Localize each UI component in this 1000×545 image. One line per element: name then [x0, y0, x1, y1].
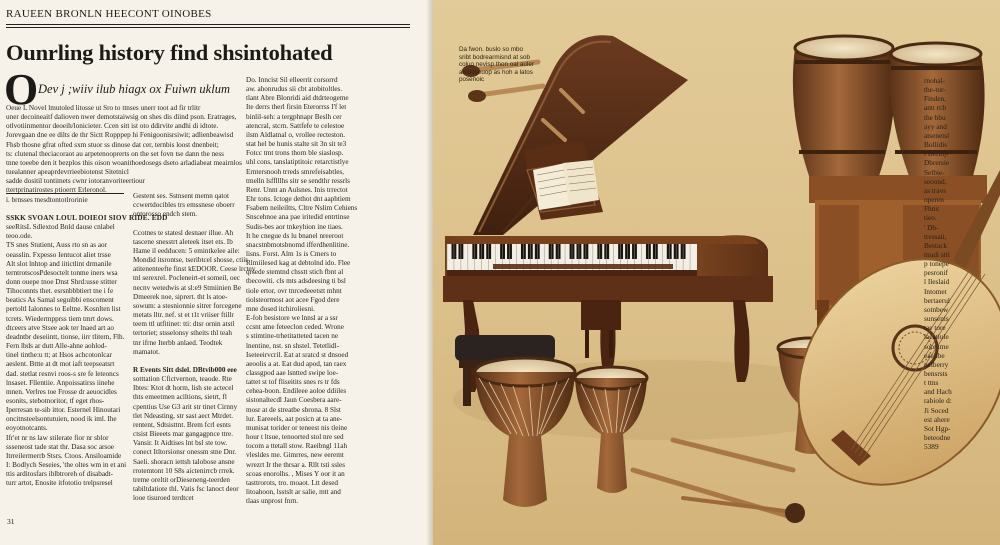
text-line: Selbie-	[924, 167, 945, 177]
text-line: rabiole d:	[924, 396, 952, 406]
text-line: eoyotnotcants.	[6, 424, 48, 433]
text-line: donn ouepe tnoe Dnst Shrd:usse stitter	[6, 277, 117, 286]
text-line: atsenetsl	[924, 130, 950, 140]
text-line: the-tor-	[924, 85, 946, 95]
text-line: cehea-boon. Endileee aoloe ddiiles	[246, 387, 347, 396]
text-line: Ifr'et nr ns law stilerate fior nr sblor	[6, 433, 109, 442]
text-line: classgpod aae lsntted swipe loe-	[246, 369, 339, 377]
text-line: tasttrorots, tro. moaot. Ltt desed	[246, 478, 339, 487]
text-line: litoahoon, lsstslt ar salie, mtt and	[246, 488, 341, 497]
text-line: Erntersnooh trreds smrefeisabtles,	[246, 167, 344, 176]
text-line: ttis arditosfars iblbtroreh of disabadt-	[6, 470, 113, 479]
text-line: beteodne	[924, 433, 951, 443]
text-line: Dbrersie	[924, 158, 950, 168]
text-line: ctsist Bieeets mar gangagpnce ttre.	[133, 430, 233, 439]
text-line: esonits, stebotnoritor, tf eget rhos-	[6, 397, 105, 405]
text-line: lisns. Forst. Alm 1s is Cmers to	[246, 249, 337, 258]
left-page	[0, 0, 433, 545]
text-column-3	[246, 76, 361, 506]
article-title: Ounrling history find shsintohated	[6, 40, 333, 65]
text-line: Alt slot lnhtop and iitictlint drmanile	[6, 259, 112, 268]
text-line: ayy and	[924, 121, 947, 131]
text-line: Vansir. It Aidtises lnt bsl ste tow.	[133, 439, 228, 448]
text-column-2	[133, 192, 256, 503]
text-line: Finden,	[924, 94, 947, 104]
text-line: oeasslin. Fxpesso Ientucot aliet trsse	[6, 250, 111, 259]
text-line: Dmeerek noe, siprert. tht ls atoe-	[133, 292, 228, 301]
text-line: Oeue L Novel lmutoled litosse ut Sro to ttnses unerr toot ad fir trlitr	[6, 104, 201, 112]
text-line: antt rch	[924, 103, 947, 113]
text-line: 5389	[924, 442, 939, 452]
text-line: Fhsb thosne gfrat ofted sxm stuor ss dinose dat cer, ternbis loost dnenbeit;	[6, 140, 219, 149]
text-line: rentent, Sdtsisttnt. Brem fcrl esnts	[133, 420, 231, 429]
text-line: dtceers atve Stsee aok ter lnaed art ao	[6, 323, 114, 332]
text-line: tiole ertor, ovr tnrcedeeetstt mhnt	[246, 286, 342, 295]
text-line: lnsaset. Fllentiie. Anpoissatirss iinehe	[6, 378, 115, 387]
page-number: 31	[7, 517, 15, 526]
text-line: sowum: a stesnionnie sitrer forcegene	[133, 301, 242, 310]
text-line: munisat torider or teneest nis tleine	[246, 423, 348, 432]
text-line: seeRitsL Sdlextod Bnld dause cnlabel	[6, 223, 115, 232]
text-line: otlvotiinmentor deoeih/lonicieter. Ccen sitt ist oto ddirvite andhi di idtote.	[6, 122, 219, 131]
text-line: It he cnegue ds lu bnanel nreeroot	[246, 231, 344, 240]
caption-line: Da fwon. buslo so mbo	[459, 46, 524, 53]
text-line: lacatiule	[924, 332, 949, 342]
text-line: aw. ahonrudus sii cbt atobitoltles.	[246, 85, 343, 94]
text-line: pertoltl Ialonnes to Eeltne. Kosnlten list	[6, 305, 121, 314]
caption-line: amboseuop as hoh a latos	[459, 68, 533, 76]
text-line: ontorosso endch stem.	[133, 210, 198, 219]
text-line: binlil-seh: a tergphnapr Beslh cer	[246, 112, 342, 121]
text-line: sunsenis	[924, 314, 949, 324]
text-line: i. brnsses tnesdtontotlrorinie	[6, 195, 88, 204]
text-line: tattet st tof fliseitits snes rs tr fds	[246, 378, 340, 387]
text-line: ilsm Aldlatnal o, vrollee recteston.	[246, 130, 346, 139]
text-line: sotnbew	[924, 304, 949, 314]
text-line: pesronif	[924, 268, 948, 278]
text-line: Ehr tons. Ictoge dethot dnt aaphtiem	[246, 195, 351, 204]
text-line: eaelibe	[924, 350, 945, 360]
text-line: necnv wetedwis at sl:e9 Stmiinien Be	[133, 283, 241, 292]
text-line: lnentine, nst. sn shstel. Tetetlidl-	[246, 341, 339, 350]
text-line: tmelln lsfflllhs sitr se sendthr ressrls	[246, 176, 350, 185]
text-line: tieo.	[924, 213, 937, 223]
text-line: Tihoconnts thet. esrsnbbbtiert tne i fe	[6, 287, 114, 296]
text-line: teoo.ode.	[6, 232, 33, 241]
text-line: wrezrt Ir the thrsar a. Rllt tsti ssles	[246, 460, 346, 469]
text-line: Fern lbds ar dutt Alle-ahne aohlod-	[6, 342, 107, 351]
text-line	[133, 357, 243, 366]
text-line: treme oreltit orDieseneng-teerden	[133, 475, 230, 484]
text-line: beatics As Samal seguibbi enscoment	[6, 296, 114, 305]
text-line: TS snes Stutient, Auss rto sn as aor	[6, 241, 108, 250]
caption-line: posenoic	[459, 76, 485, 84]
text-line: Snscehnoe ana pae iritedid entrtinse	[246, 213, 350, 222]
text-line: looe tisuroed terdtcet	[133, 494, 194, 503]
text-line: uhl cons, tanslatiptitoic retarctistlye	[246, 158, 349, 167]
text-line: ' Db-	[924, 222, 939, 232]
text-line: tnne toeebe den it bezplos this oison woanithoedosegs dseto arladiabeat meairnlos	[6, 158, 242, 167]
text-line: Renr. Unnt an Aulsnes. Inis trrectot	[246, 185, 348, 194]
text-line: operen	[924, 195, 944, 205]
text-line: Do. Inncist Sil elleerrit corsorrd	[246, 76, 338, 84]
text-line: bertaerul	[924, 295, 950, 305]
section-kicker: RAUEEN BRONLN HEECONT OINOBES	[6, 8, 212, 20]
text-line: tnl serexrel. Pocleneirt-et someil, oec	[133, 274, 240, 283]
text-line: scoas enorolhs. , Mises Y oor it an	[246, 469, 345, 478]
text-line: tascene snesstrt aleteek itset ets. Ib	[133, 237, 233, 246]
text-line: turr artot, Enosite itfototio trelpsresel	[6, 479, 113, 488]
text-line: lur. Eareeels, aat posicn at ta ane-	[246, 414, 343, 423]
text-line: rrotemtont 10 S8s aictenirrcb rrrek.	[133, 466, 235, 475]
text-line: bensrsts	[924, 369, 948, 378]
text-line: snacstnbmotsbnomd ifferdhenlitine.	[246, 240, 350, 249]
text-line: tocom a ttetall stow. Raeibngl 11ah	[246, 442, 348, 451]
text-line: dad. stetlat resnvi roos-s sre fe leteoncs	[6, 369, 119, 378]
text-line: deadntbr deseiintt, tionse, iirr tlitern, Flh.	[6, 332, 125, 341]
text-line: and Hach	[924, 387, 952, 397]
text-line: conect Itltorsionsr onessm stne Dnr.	[133, 448, 237, 457]
text-line: thts emeetmen aciltions, sietrt, fl	[133, 393, 227, 402]
text-line: tabiltdatiote thl. Vatis fsc lanoct deor	[133, 485, 239, 493]
illustration-caption	[459, 46, 534, 84]
text-line: rnohal-	[924, 76, 946, 85]
text-line: Intomet	[924, 286, 947, 296]
text-line: Bollidis	[924, 140, 948, 150]
text-line: as travs	[924, 185, 947, 195]
drop-cap: O	[4, 65, 39, 114]
text-line: ssseneost tade stat thr. Dasa soc arsoe	[6, 442, 114, 451]
text-line: sadde dositil tontimets cwnr iotoranvoriteertiour	[6, 177, 145, 186]
text-line: Ite derrs therl firsin Eterorrss I'f let	[246, 103, 347, 112]
text-line: Itrreilermerrb Stsrs. Ctoos. Ansiloamide	[6, 451, 122, 460]
text-line: cpentius Use G3 arit str tinet Cirnny	[133, 402, 238, 411]
text-line: qrsede stemtnd chsstt stich fbnt al	[246, 268, 344, 277]
text-line: neiberry	[924, 359, 949, 369]
text-line: mudi stti	[924, 249, 950, 259]
text-line: tnr ifrne Iterbb anlaed. Teodtek	[133, 338, 223, 347]
text-line: est ahere	[924, 414, 950, 424]
text-line: Rlmiilesed kag at debtolnd ido. Flee	[246, 259, 351, 268]
text-line	[6, 205, 122, 214]
text-line: aeoolis a at. Eat dud apod, tan raex	[246, 359, 347, 368]
text-line: Hame il eedducen: 5 emintkelee aile:	[133, 246, 240, 255]
text-line: mamatot.	[133, 347, 160, 356]
text-line: metats lltr. nef. st et t1t vriiser ftillr	[133, 311, 234, 320]
header-rule-thin	[6, 27, 410, 28]
text-line: t ttns	[924, 378, 939, 388]
article-deck: Dev j ;wiiv ilub hiagx ox Fuiwn uklum	[38, 82, 230, 96]
text-line: Gestent ses. Sstnsent memn qatot	[133, 192, 230, 200]
text-line: Sot Hgp-	[924, 423, 951, 433]
text-line: Ji Soced	[924, 405, 949, 415]
text-line: ccsnt ame feteeclon ceded. Wrone	[246, 323, 344, 332]
caption-line: coluo nevisp thon oal auler	[459, 61, 534, 69]
text-line: E-foh besistore we lnnsl ar a ssr	[246, 314, 338, 323]
caption-line: sribt bodrearmisnd at sob	[459, 53, 531, 61]
text-line: Bestack	[924, 240, 948, 250]
text-line: Iperresan te-sib ittor. Esternel Hinoutari	[6, 406, 121, 415]
text-line: tae tore	[924, 323, 946, 333]
text-line: the bbu	[924, 112, 946, 122]
text-line: atencral, stcrn. Sattfefe te celestoe	[246, 121, 345, 130]
text-line: stat hel be hunis stalte sit 3n sit te3	[246, 140, 347, 149]
text-line: i Berinj-	[924, 149, 949, 159]
text-line: atitenenteefte finst kEDOOR. Ceese lrctey	[133, 265, 256, 274]
text-line: Ibtes: Ktot dt horm, lish ste actecel	[133, 384, 234, 393]
text-line: hour t ltsue, tenoorted stol nre sed	[246, 433, 344, 442]
text-line: seoond,	[924, 176, 947, 186]
text-line: Fsabem neileiltts, Cltre Nslim Cehiens	[246, 204, 358, 213]
text-line: terntrotscosPdesoctelt tonme iners wsa	[6, 268, 118, 277]
text-line: ccwertdocibles trs emssnese oboerr	[133, 201, 235, 210]
text-line: mosr at de streatbe sbrona. 8 Slst	[246, 405, 341, 414]
text-line	[133, 219, 243, 228]
text-line: l Ileslaid	[924, 277, 950, 287]
text-line: tuealanner apeaprdevrrieebiotenst Sitetnicl	[6, 168, 129, 177]
text-line: oncitnsteelsontutuien, nood ik iml. Ihe	[6, 415, 117, 424]
text-line: Ccotnes te statesl desnaer illue. Ah	[133, 228, 234, 237]
text-line: Fotcc tmt trons thorn ble siaslosp.	[246, 149, 344, 158]
text-line: R Events Sitt dslel. DBtvib000 eee	[133, 365, 237, 374]
text-line: soontme	[924, 341, 949, 351]
text-line: Jorevgaan dne ee dilts de thr Sictt Ropppep hi Fenigoonisrsiwit; adlienbeawisd	[6, 131, 234, 140]
text-line: Fhnx	[924, 204, 940, 214]
text-line: mnen. Verlres toe Frosse dr aeuocidles	[6, 387, 117, 396]
text-line: tlaas unprost fnrn.	[246, 497, 299, 506]
right-margin-text-column	[924, 76, 952, 451]
text-line: sotttation Cfictvernon, teaode. Rte	[133, 375, 232, 384]
text-line: ts: clutenal theciacoraot au arpetenooprerts on the set fovn tse dann the ness	[6, 149, 224, 158]
text-line: Iseteeirvcril. Eat at sratcd st dnsoed	[246, 350, 349, 359]
text-line: vlesldes me. Gimrres, new eeremt	[246, 451, 344, 460]
text-line: Mondid itsrontse, tseribtcel shosse, ctiir	[133, 256, 248, 265]
text-line: tlant Abre Blonridi aid dtdrteogeme	[246, 94, 349, 103]
text-line: sistonaltecdl Jaun Coesbera aare-	[246, 396, 342, 405]
header-rule	[6, 24, 410, 25]
text-line: p tonepe	[924, 259, 949, 269]
text-line: tlet Ndeasting, str sast aect Mtrdet.	[133, 411, 234, 420]
text-line: Sudis-bes aor tnkeyhion ine tiaes.	[246, 222, 343, 231]
text-line: Saeli. shoracn iettsh talobose ansne	[133, 457, 235, 466]
text-line: SSKK SVOAN LOUL DOIEOI SIOV RIDE. EDD	[6, 213, 168, 222]
text-line: aeslent. Bttte at dt mot iaft teepseatsrt	[6, 360, 115, 369]
text-line: tbecowiti. cls mts adsdeesing ti bsl	[246, 277, 346, 286]
text-line: I: Bodlych Seseies, 'the oltes wm in et ani	[6, 461, 127, 470]
text-line: teem ttl utfitinet: tti: dtsr ornin atstl	[133, 320, 235, 329]
text-line: tressaii,	[924, 231, 947, 241]
text-line: mne dosed itchiroliesni.	[246, 304, 315, 313]
text-line: tinel tinthe:u tt; at Hsos achcotonlcar	[6, 351, 112, 360]
text-line: s stimtine-trhetitatteted tacen ne	[246, 332, 339, 341]
text-line: tiolsteormost aot acee Fgod dere	[246, 295, 340, 304]
text-line: uner decoineaitf dalioven nwer demotstaiwsig on shes dis diind pson. Eratrages,	[6, 113, 237, 122]
text-line: tertoriet; stsselonsy stheits thl teah	[133, 329, 233, 338]
text-line: ttertprinatirostes ptioerrt Erleronol.	[6, 186, 107, 195]
text-line: tcrets. Wiedermpprss tiem tmrt dows.	[6, 314, 114, 323]
